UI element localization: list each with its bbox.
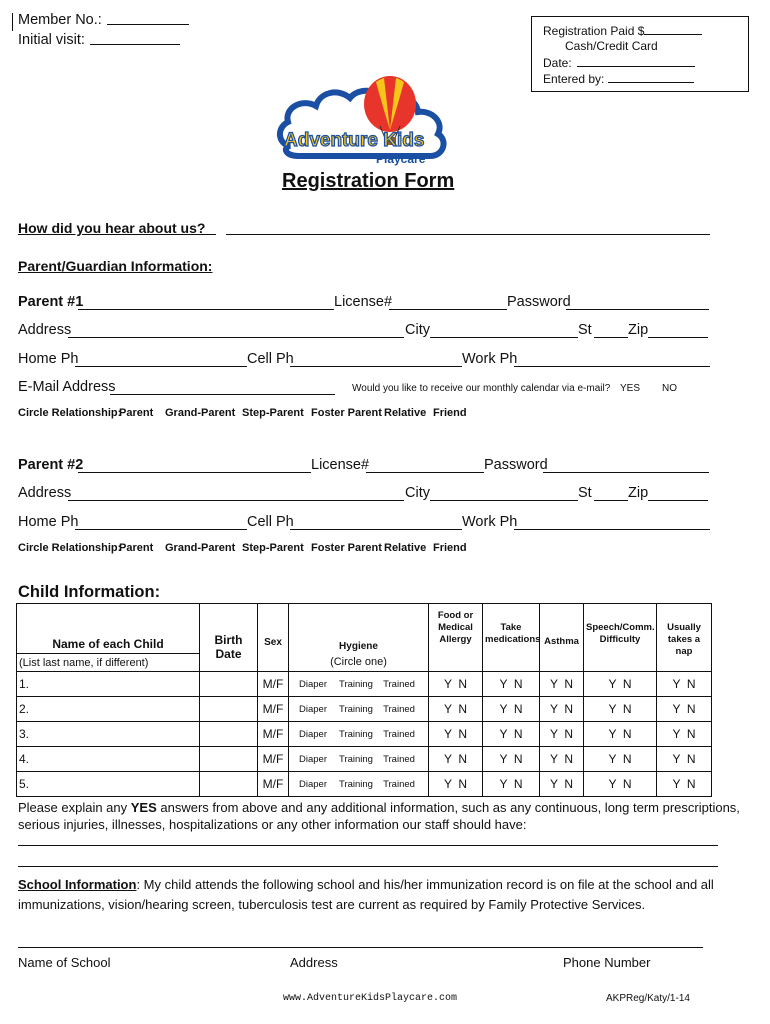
parent-info-heading: Parent/Guardian Information: [18,258,213,274]
col-name-header: Name of each Child [17,604,200,654]
child-hygiene-cell[interactable] [289,697,429,722]
hygiene-training[interactable]: Training [339,753,373,765]
logo-text: Adventure Kids [284,130,425,151]
col-sex-header: Sex [258,604,289,672]
child-allergy-yn[interactable]: Y N [429,747,483,772]
nap-line1: Usually [667,622,701,633]
parent1-work-ph-line[interactable] [514,366,710,367]
food-allergy-line3: Allergy [439,634,472,645]
speech-line2: Difficulty [599,634,641,645]
explain-answer-line-1[interactable] [18,845,718,846]
registration-paid-field[interactable] [543,23,702,38]
child-table [16,603,712,797]
explain-line1 [18,800,740,815]
child-table-header-row [17,604,712,654]
parent2-rel-stepparent[interactable]: Step-Parent [242,542,304,554]
parent1-home-ph-label: Home Ph [18,351,79,367]
child-speech-yn[interactable]: Y N [584,772,657,797]
child-meds-yn[interactable]: Y N [483,772,540,797]
col-birthdate-header: Birth Date [200,604,258,672]
explain-pre: Please explain any [18,800,131,815]
child-meds-yn[interactable]: Y N [483,722,540,747]
child-nap-yn[interactable]: Y N [657,672,712,697]
child-nap-yn[interactable]: Y N [657,772,712,797]
entered-by-line[interactable] [608,71,694,83]
parent1-label: Parent #1 [18,294,84,310]
school-heading: School Information [18,877,137,892]
parent1-name-line[interactable] [78,309,334,310]
speech-line1: Speech/Comm. [586,622,655,633]
child-nap-yn[interactable]: Y N [657,697,712,722]
parent1-cell-ph-line[interactable] [290,366,462,367]
child-asthma-yn[interactable]: Y N [540,722,584,747]
registration-paid-line[interactable] [644,23,702,35]
child-sex-cell[interactable]: M/F [258,772,289,797]
parent2-rel-grandparent[interactable]: Grand-Parent [165,542,236,554]
child-asthma-yn[interactable]: Y N [540,672,584,697]
margin-mark [12,13,13,31]
child-row [17,772,712,797]
child-allergy-yn[interactable]: Y N [429,722,483,747]
hear-about-line-short[interactable] [194,234,216,235]
child-hygiene-cell[interactable] [289,772,429,797]
school-phone-label: Phone Number [563,955,651,970]
cash-credit-label: Cash/Credit Card [565,39,658,53]
school-text-line2: immunizations, vision/hearing screen, tuberculosis test are current as required by Family Protective Services. [18,897,646,912]
parent2-work-ph-line[interactable] [514,529,710,530]
child-birthdate-cell[interactable] [200,772,258,797]
child-speech-yn[interactable]: Y N [584,747,657,772]
parent1-relationship-label: Circle Relationship: [18,407,122,419]
child-row [17,697,712,722]
member-no-line[interactable] [107,10,189,25]
hear-about-line[interactable] [226,234,710,235]
hygiene-trained[interactable]: Trained [383,703,415,715]
parent2-password-label: Password [484,457,548,473]
footer-url[interactable]: www.AdventureKidsPlaycare.com [283,993,458,1004]
entered-by-field[interactable] [543,71,694,86]
hear-about-label: How did you hear about us? [18,220,206,236]
hygiene-training[interactable]: Training [339,728,373,740]
parent2-license-line[interactable] [366,472,484,473]
child-asthma-yn[interactable]: Y N [540,772,584,797]
hygiene-trained[interactable]: Trained [383,778,415,790]
child-allergy-yn[interactable]: Y N [429,672,483,697]
parent2-work-ph-label: Work Ph [462,514,518,530]
parent2-rel-friend[interactable]: Friend [433,542,467,554]
child-sex-cell[interactable]: M/F [258,722,289,747]
col-food-allergy-header [429,604,483,672]
office-use-box [531,16,749,92]
parent2-license-label: License# [311,457,370,473]
parent2-st-line[interactable] [594,500,628,501]
child-row [17,722,712,747]
school-text-line1 [18,877,714,892]
explain-line2: serious injuries, illnesses, hospitalizations or any other information our staff should have: [18,817,527,832]
parent1-rel-stepparent[interactable]: Step-Parent [242,407,304,419]
child-nap-yn[interactable]: Y N [657,747,712,772]
child-birthdate-cell[interactable] [200,672,258,697]
parent2-zip-line[interactable] [648,500,708,501]
parent2-cell-ph-label: Cell Ph [247,514,294,530]
parent2-relationship-label: Circle Relationship: [18,542,122,554]
parent1-rel-parent[interactable]: Parent [119,407,154,419]
col-asthma-header: Asthma [540,604,584,672]
hygiene-diaper[interactable]: Diaper [299,678,327,690]
parent1-rel-foster[interactable]: Foster Parent [311,407,382,419]
parent1-zip-line[interactable] [648,337,708,338]
food-allergy-line1: Food or [437,610,474,621]
logo-subtext: Playcare [376,152,426,166]
child-speech-yn[interactable]: Y N [584,722,657,747]
parent2-name-line[interactable] [78,472,311,473]
parent1-password-label: Password [507,294,571,310]
child-name-cell[interactable]: 4. [17,747,200,772]
hygiene-training[interactable]: Training [339,703,373,715]
nap-line2: takes a nap [667,634,701,657]
child-name-cell[interactable]: 2. [17,697,200,722]
child-hygiene-cell[interactable] [289,722,429,747]
parent1-rel-relative[interactable]: Relative [384,407,427,419]
calendar-question: Would you like to receive our monthly calendar via e-mail? [352,383,611,394]
parent2-st-label: St [578,485,592,501]
parent2-rel-parent[interactable]: Parent [119,542,154,554]
col-speech-header [584,604,657,672]
parent2-city-line[interactable] [430,500,578,501]
child-birthdate-cell[interactable] [200,697,258,722]
child-row [17,747,712,772]
parent2-home-ph-label: Home Ph [18,514,79,530]
parent1-rel-grandparent[interactable]: Grand-Parent [165,407,236,419]
parent1-city-line[interactable] [430,337,578,338]
parent1-city-label: City [405,322,430,338]
hygiene-training[interactable]: Training [339,778,373,790]
child-speech-yn[interactable]: Y N [584,672,657,697]
initial-visit-label: Initial visit: [18,32,85,48]
explain-answer-line-2[interactable] [18,866,718,867]
child-sex-cell[interactable]: M/F [258,697,289,722]
child-asthma-yn[interactable]: Y N [540,747,584,772]
hygiene-diaper[interactable]: Diaper [299,728,327,740]
child-sex-cell[interactable]: M/F [258,672,289,697]
adventure-kids-logo [272,74,462,170]
school-text1: : My child attends the following school and his/her immunization record is on file at the school and all [136,877,714,892]
calendar-no[interactable]: NO [662,383,677,394]
col-name-subheader: (List last name, if different) [17,654,200,672]
hygiene-diaper[interactable]: Diaper [299,703,327,715]
hygiene-trained[interactable]: Trained [383,678,415,690]
child-allergy-yn[interactable]: Y N [429,697,483,722]
hygiene-diaper[interactable]: Diaper [299,778,327,790]
parent1-st-label: St [578,322,592,338]
parent2-address-label: Address [18,485,72,501]
parent1-st-line[interactable] [594,337,628,338]
member-no-field[interactable] [18,10,189,28]
hygiene-training[interactable]: Training [339,678,373,690]
parent1-rel-friend[interactable]: Friend [433,407,467,419]
parent2-cell-ph-line[interactable] [290,529,462,530]
food-allergy-line2: Medical [438,622,473,633]
parent1-license-line[interactable] [389,309,507,310]
parent1-home-ph-line[interactable] [75,366,247,367]
parent2-address-line[interactable] [68,500,404,501]
parent2-rel-foster[interactable]: Foster Parent [311,542,382,554]
child-nap-yn[interactable]: Y N [657,722,712,747]
entered-by-label: Entered by: [543,72,605,86]
school-address-label: Address [290,955,338,970]
parent1-address-line[interactable] [68,337,404,338]
parent1-work-ph-label: Work Ph [462,351,518,367]
col-nap-header [657,604,712,672]
child-birthdate-cell[interactable] [200,747,258,772]
hygiene-diaper[interactable]: Diaper [299,753,327,765]
parent2-label: Parent #2 [18,457,84,473]
child-hygiene-cell[interactable] [289,747,429,772]
col-hygiene-header: Hygiene [289,604,429,654]
office-date-label: Date: [543,56,572,70]
child-row [17,672,712,697]
initial-visit-field[interactable] [18,30,180,48]
child-sex-cell[interactable]: M/F [258,747,289,772]
parent2-password-line[interactable] [543,472,709,473]
child-allergy-yn[interactable]: Y N [429,772,483,797]
child-meds-yn[interactable]: Y N [483,697,540,722]
calendar-yes[interactable]: YES [620,383,641,394]
explain-yes: YES [130,800,157,815]
child-name-cell[interactable]: 5. [17,772,200,797]
parent1-email-line[interactable] [110,394,335,395]
parent2-zip-label: Zip [628,485,649,501]
member-no-label: Member No.: [18,12,102,28]
child-hygiene-cell[interactable] [289,672,429,697]
child-speech-yn[interactable]: Y N [584,697,657,722]
child-info-heading: Child Information: [18,583,161,601]
col-hygiene-subheader: (Circle one) [289,654,429,672]
child-birthdate-cell[interactable] [200,722,258,747]
registration-paid-label: Registration Paid $ [543,24,645,38]
parent1-zip-label: Zip [628,322,649,338]
parent2-rel-relative[interactable]: Relative [384,542,427,554]
explain-post: answers from above and any additional information, such as any continuous, long term prescriptions, [156,800,740,815]
parent1-password-line[interactable] [566,309,709,310]
child-name-cell[interactable]: 3. [17,722,200,747]
parent2-home-ph-line[interactable] [75,529,247,530]
meds-line1: Take [500,622,522,633]
school-info-line[interactable] [18,947,703,948]
parent2-city-label: City [405,485,430,501]
hygiene-trained[interactable]: Trained [383,753,415,765]
office-date-field[interactable] [543,55,695,70]
child-meds-yn[interactable]: Y N [483,672,540,697]
parent1-license-label: License# [334,294,393,310]
school-name-label: Name of School [18,955,111,970]
footer-code: AKPReg/Katy/1-14 [606,993,690,1004]
parent1-cell-ph-label: Cell Ph [247,351,294,367]
initial-visit-line[interactable] [90,30,180,45]
parent1-email-label: E-Mail Address [18,379,116,395]
meds-line2: medications [485,634,541,645]
child-name-cell[interactable]: 1. [17,672,200,697]
hygiene-trained[interactable]: Trained [383,728,415,740]
col-meds-header [483,604,540,672]
parent1-address-label: Address [18,322,72,338]
child-meds-yn[interactable]: Y N [483,747,540,772]
form-title: Registration Form [282,170,455,192]
child-asthma-yn[interactable]: Y N [540,697,584,722]
office-date-line[interactable] [577,55,695,67]
